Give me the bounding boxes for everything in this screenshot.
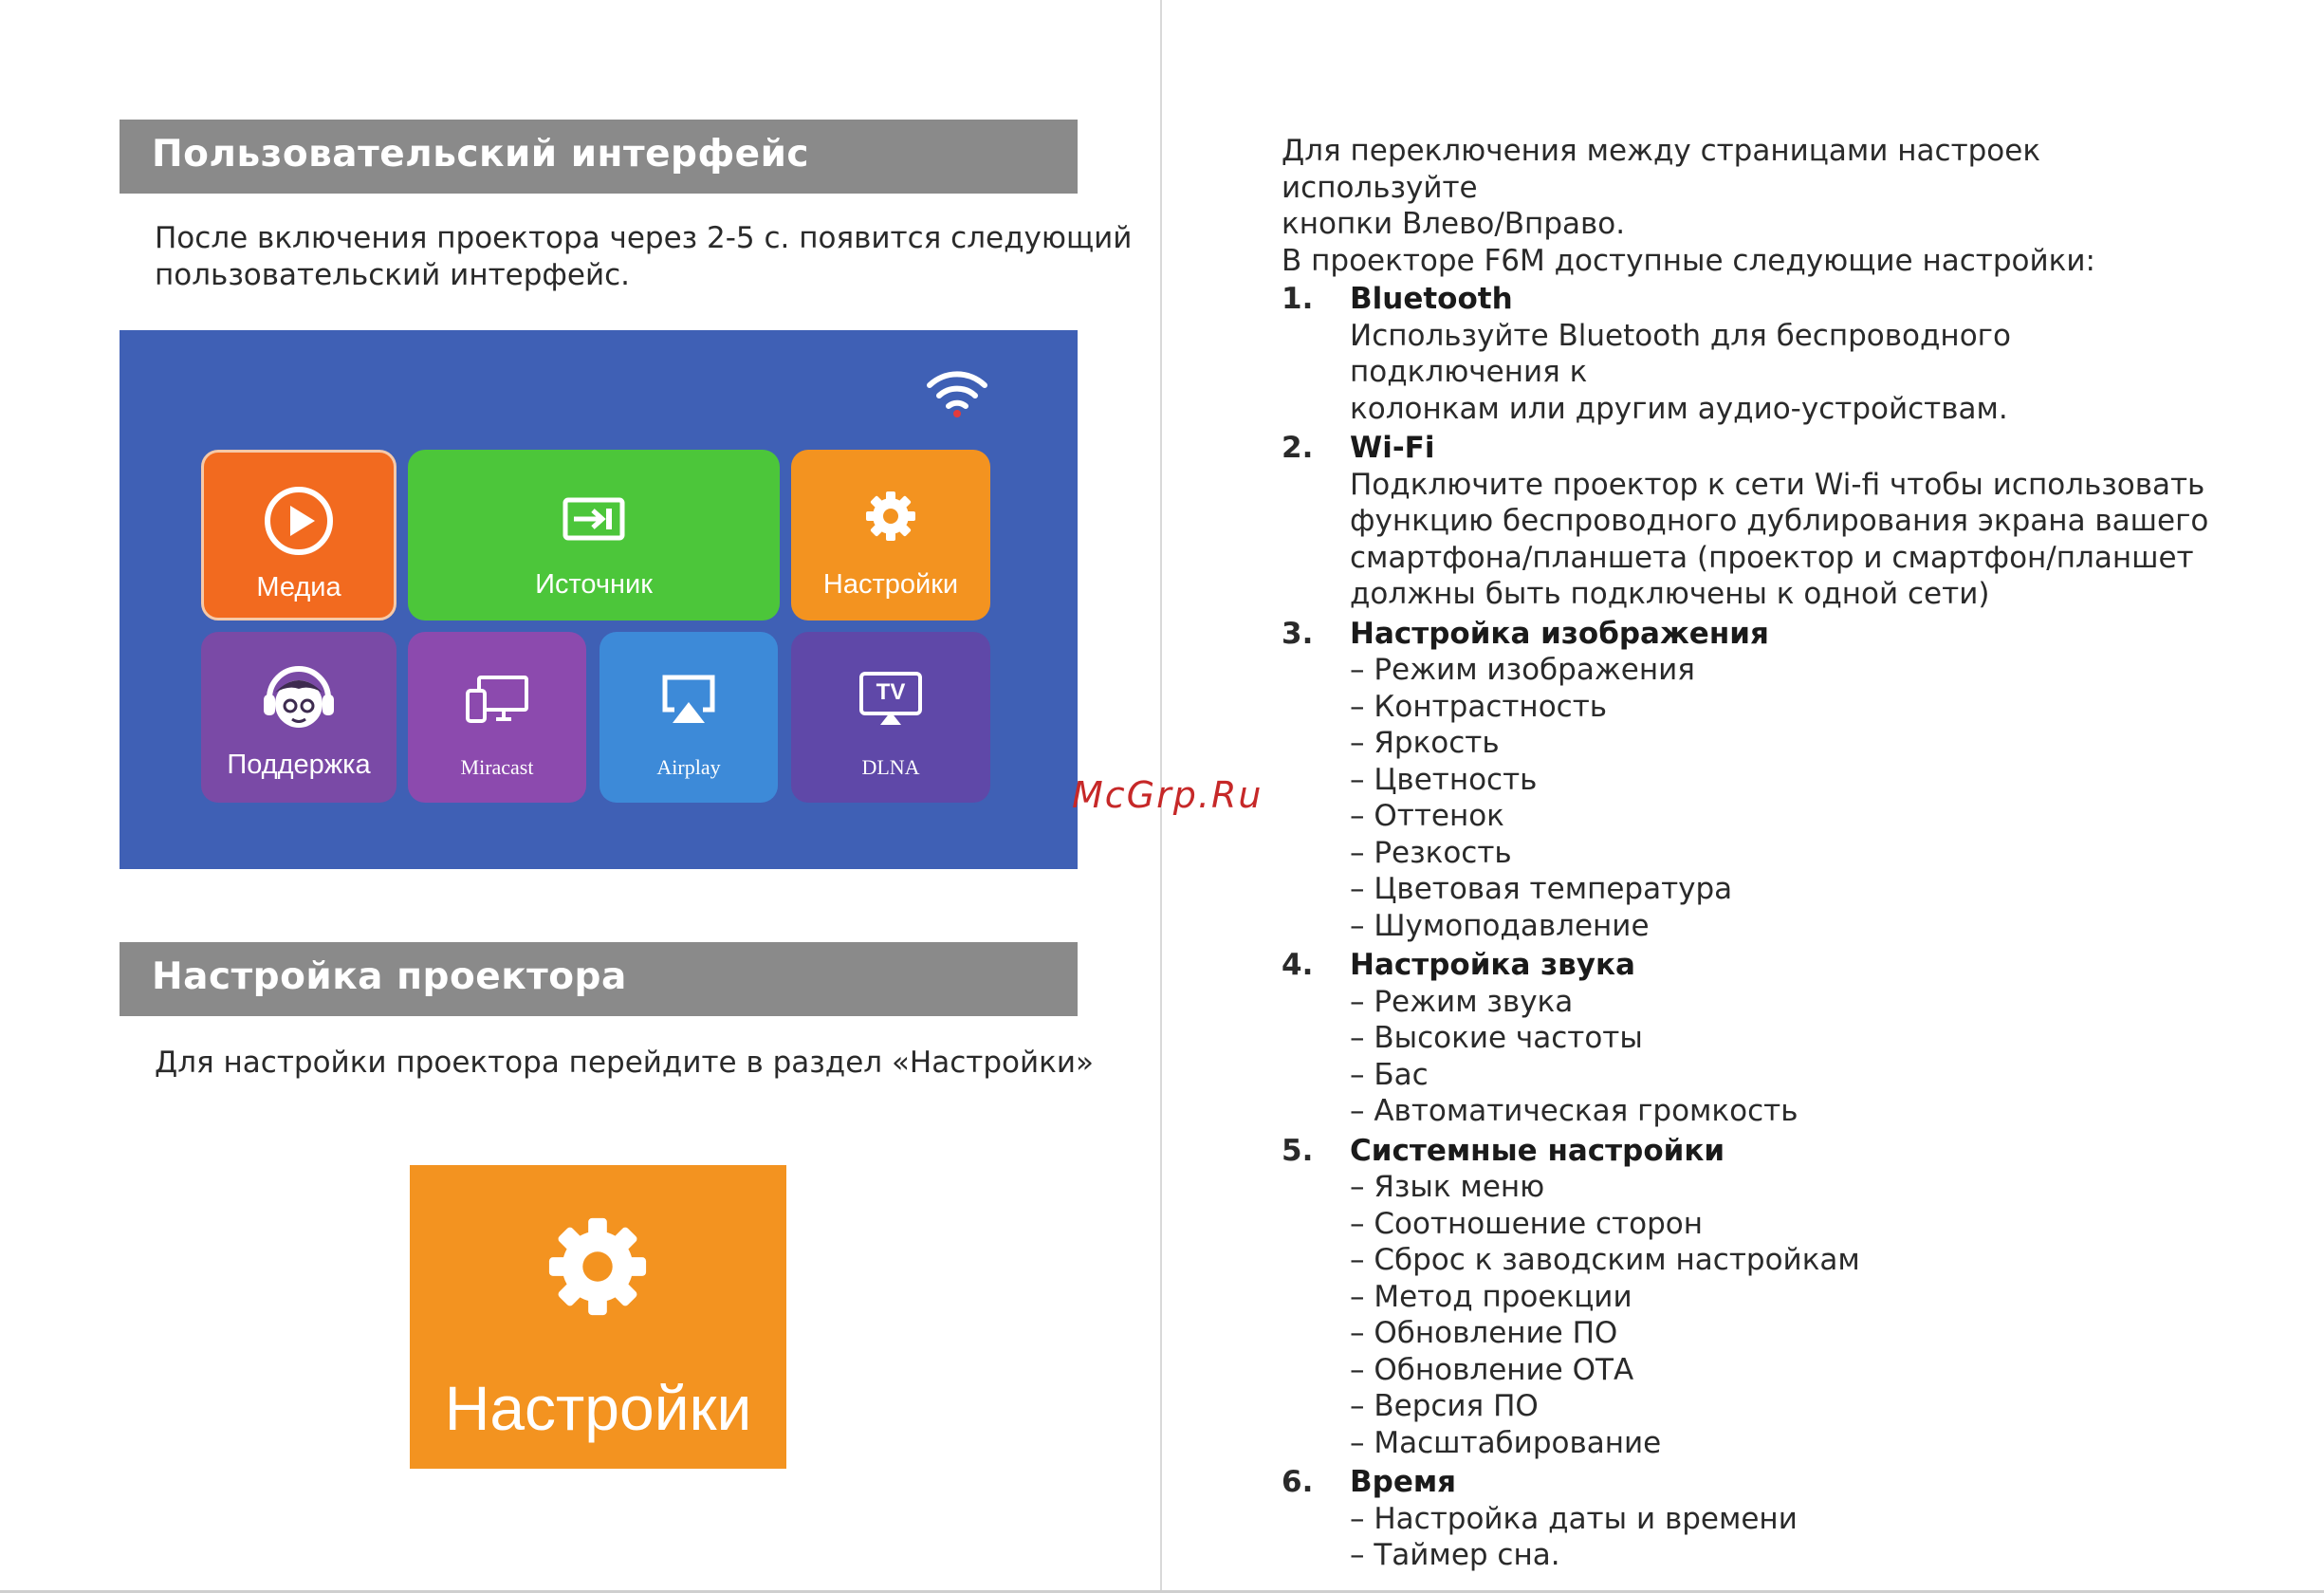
item-line: – Контрастность <box>1350 689 1608 724</box>
item-line: Используйте Bluetooth для беспроводного подключения к <box>1350 318 2011 389</box>
item-line: функцию беспроводного дублирования экрана вашего <box>1350 504 2209 538</box>
item-line: – Режим звука <box>1350 984 1574 1019</box>
projector-ui-screenshot <box>120 330 1078 869</box>
settings-item <box>1282 1464 2230 1574</box>
intro-line-1: После включения проектора через 2-5 с. появится следующий <box>155 221 1133 255</box>
item-line: – Оттенок <box>1350 799 1504 833</box>
intro-line: Для переключения между страницами настроек используйте <box>1282 134 2041 205</box>
screen-mirror-icon <box>464 674 530 727</box>
item-number: 4. <box>1282 948 1314 982</box>
item-line: – Версия ПО <box>1350 1389 1539 1423</box>
item-line: смартфона/планшета (проектор и смартфон/планшет <box>1350 540 2194 575</box>
intro-line: кнопки Влево/Вправо. <box>1282 207 1626 241</box>
tv-icon-text: TV <box>876 679 906 705</box>
settings-list-column <box>1282 133 2230 1574</box>
item-title: Настройка изображения <box>1350 616 1769 651</box>
item-line: – Цветность <box>1350 762 1538 797</box>
tile-support[interactable] <box>201 632 397 803</box>
input-source-icon <box>563 497 625 541</box>
tile-media[interactable] <box>201 450 397 621</box>
item-line: – Соотношение сторон <box>1350 1206 1703 1241</box>
item-line: – Бас <box>1350 1057 1429 1092</box>
tile-label: Настройки <box>822 569 959 600</box>
intro-line: В проекторе F6M доступные следующие настройки: <box>1282 243 2095 278</box>
section-title: Настройка проектора <box>152 955 627 998</box>
item-number: 3. <box>1282 616 1314 651</box>
watermark: McGrp.Ru <box>1072 774 1263 816</box>
tile-miracast[interactable] <box>408 632 586 803</box>
item-line: – Резкость <box>1350 835 1512 870</box>
item-line: – Таймер сна. <box>1350 1538 1560 1572</box>
item-number: 1. <box>1282 282 1314 316</box>
item-line: – Сброс к заводским настройкам <box>1350 1243 1860 1277</box>
item-line: – Режим изображения <box>1350 653 1695 687</box>
item-line: – Автоматическая громкость <box>1350 1094 1798 1128</box>
item-line: – Настройка даты и времени <box>1350 1501 1798 1536</box>
item-line: – Цветовая температура <box>1350 872 1733 906</box>
tile-label: Поддержка <box>227 750 371 780</box>
airplay-icon <box>659 674 718 727</box>
settings-item <box>1282 616 2230 945</box>
tile-settings[interactable] <box>791 450 990 621</box>
settings-tile-large <box>410 1165 786 1469</box>
tile-source[interactable] <box>408 450 780 621</box>
item-line: – Метод проекции <box>1350 1279 1632 1314</box>
intro-paragraph <box>155 220 1132 294</box>
wifi-icon <box>924 364 990 419</box>
section-title: Пользовательский интерфейс <box>152 133 810 176</box>
item-title: Wi-Fi <box>1350 431 1435 465</box>
item-line: – Язык меню <box>1350 1170 1545 1204</box>
item-line: – Обновление ОТА <box>1350 1352 1634 1387</box>
gear-icon <box>545 1214 650 1319</box>
section-header-ui <box>120 120 1078 194</box>
settings-item <box>1282 947 2230 1130</box>
settings-item <box>1282 430 2230 613</box>
settings-item <box>1282 1133 2230 1462</box>
item-number: 2. <box>1282 431 1314 465</box>
item-line: Подключите проектор к сети Wi-fi чтобы использовать <box>1350 467 2205 502</box>
settings-instruction: Для настройки проектора перейдите в раздел «Настройки» <box>155 1046 1094 1080</box>
item-number: 6. <box>1282 1465 1314 1499</box>
tile-airplay[interactable] <box>599 632 778 803</box>
item-line: – Масштабирование <box>1350 1425 1662 1460</box>
play-icon <box>263 485 335 557</box>
item-line: – Шумоподавление <box>1350 908 1650 943</box>
tile-label: Источник <box>535 569 653 600</box>
item-line: – Обновление ПО <box>1350 1316 1618 1350</box>
section-header-settings <box>120 942 1078 1016</box>
tile-label: Airplay <box>656 755 721 779</box>
item-title: Bluetooth <box>1350 282 1513 316</box>
item-line: должны быть подключены к одной сети) <box>1350 577 1990 611</box>
gear-icon <box>864 490 917 543</box>
support-person-icon <box>256 655 341 740</box>
item-title: Настройка звука <box>1350 948 1635 982</box>
item-title: Системные настройки <box>1350 1133 1725 1168</box>
settings-tile-label: Настройки <box>444 1373 752 1443</box>
item-number: 5. <box>1282 1133 1314 1168</box>
settings-item <box>1282 281 2230 427</box>
intro-line-2: пользовательский интерфейс. <box>155 258 631 292</box>
item-line: – Высокие частоты <box>1350 1021 1643 1055</box>
tile-dlna[interactable] <box>791 632 990 803</box>
item-line: колонкам или другим аудио-устройствам. <box>1350 391 2008 426</box>
item-title: Время <box>1350 1465 1457 1499</box>
settings-items <box>1282 281 2230 1574</box>
tile-label: DLNA <box>861 755 920 779</box>
item-line: – Яркость <box>1350 726 1500 760</box>
tile-label: Медиа <box>256 572 341 602</box>
tile-label: Miracast <box>460 755 534 779</box>
